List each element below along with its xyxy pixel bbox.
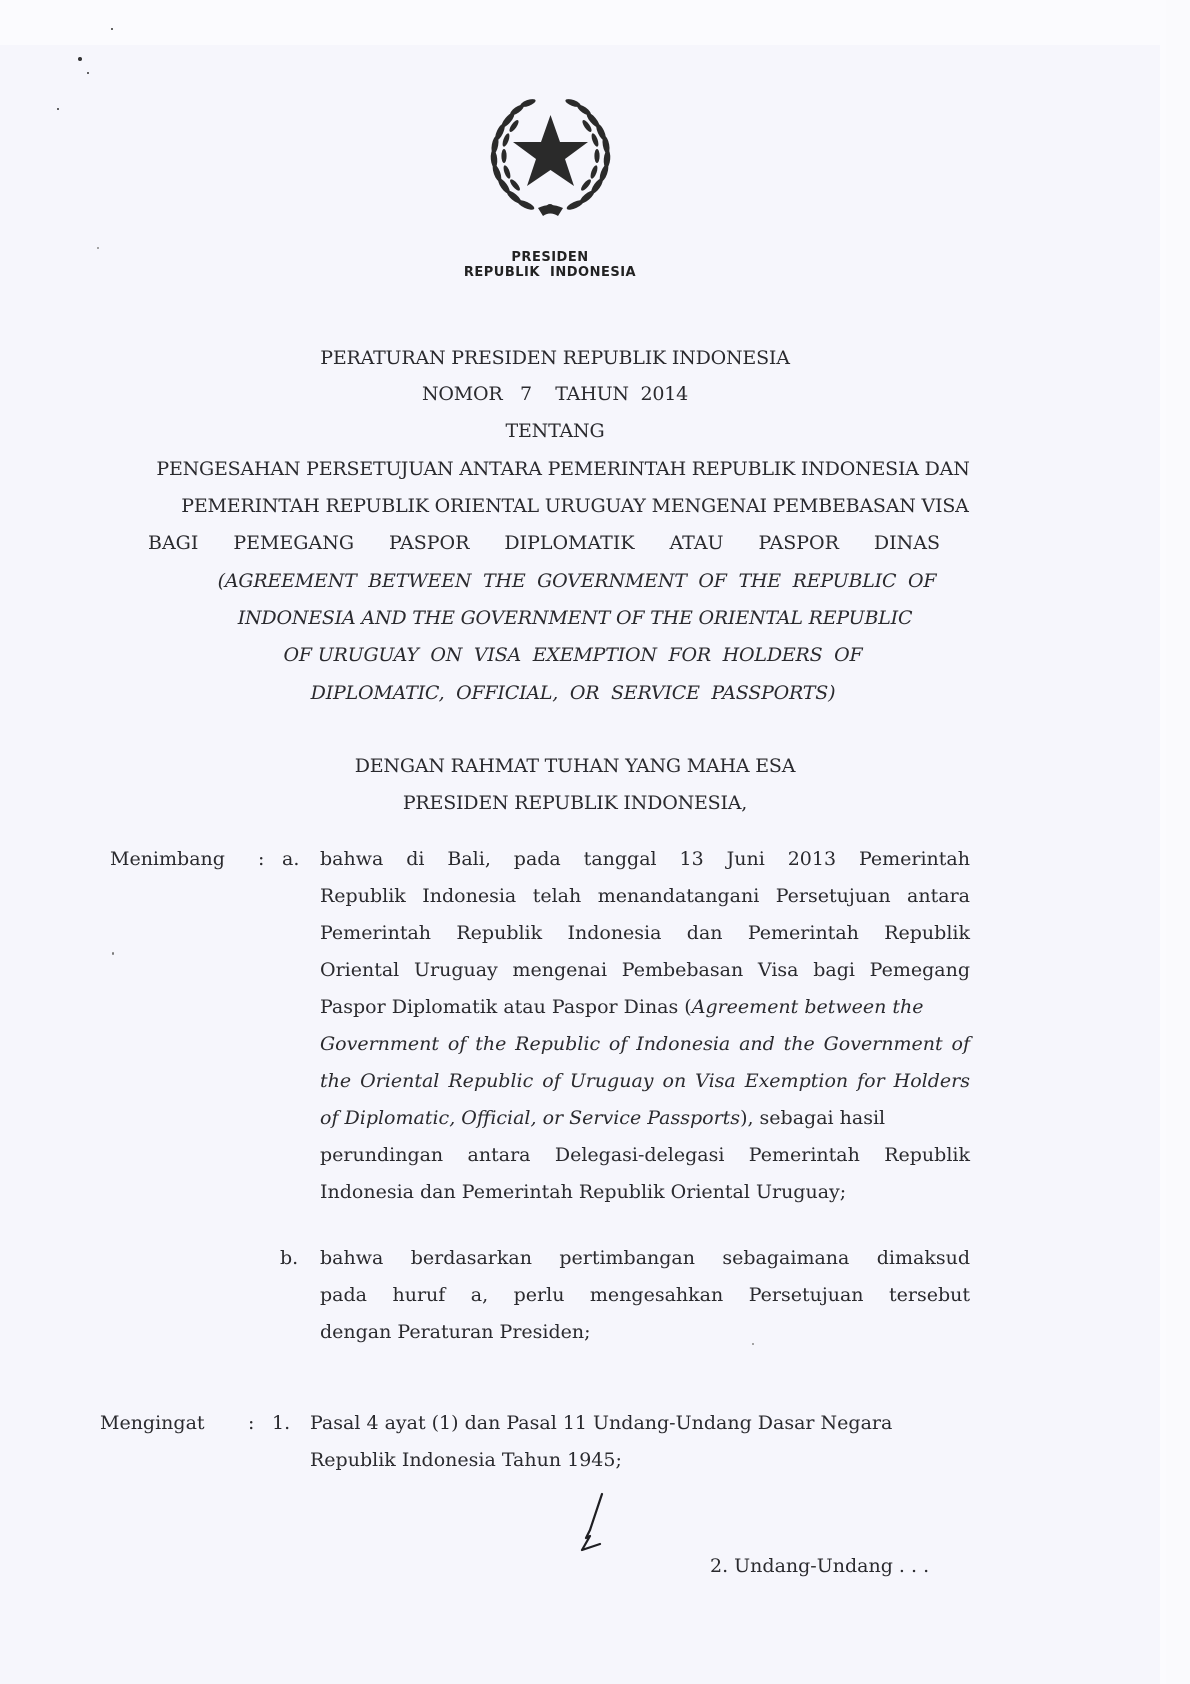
letterhead <box>400 250 700 280</box>
legal-basis-1-line-1: Pasal 4 ayat (1) dan Pasal 11 Undang-Undang Dasar Negara <box>310 1412 893 1434</box>
invocation: DENGAN RAHMAT TUHAN YANG MAHA ESA <box>354 755 796 777</box>
mengingat-colon: : <box>248 1412 255 1434</box>
scan-edge <box>1166 0 1190 1684</box>
scan-speck <box>57 108 59 110</box>
word: DINAS <box>873 532 940 554</box>
scan-speck <box>112 952 114 955</box>
scan-speck <box>87 72 89 74</box>
authority: PRESIDEN REPUBLIK INDONESIA, <box>402 792 748 814</box>
menimbang-colon: : <box>258 848 265 870</box>
mengingat-label: Mengingat <box>100 1412 205 1434</box>
italic-text: Agreement between the <box>691 996 924 1018</box>
word: PEMEGANG <box>233 532 354 554</box>
paraf-initial-icon <box>576 1492 616 1562</box>
plain-text: ), sebagai hasil <box>740 1107 886 1129</box>
menimbang-label: Menimbang <box>110 848 225 870</box>
regulation-title: PERATURAN PRESIDEN REPUBLIK INDONESIA <box>320 347 790 369</box>
italic-text: of Diplomatic, Official, or Service Passports <box>320 1107 741 1129</box>
english-title-line-1: (AGREEMENT BETWEEN THE GOVERNMENT OF THE REPUBLIC OF <box>217 570 937 592</box>
word: PASPOR <box>388 532 470 554</box>
scan-speck <box>111 28 113 30</box>
consideration-a-line-4: Oriental Uruguay mengenai Pembebasan Visa bagi Pemegang <box>320 959 970 981</box>
letterhead-line2: REPUBLIK INDONESIA <box>463 265 637 280</box>
scan-speck <box>78 57 82 61</box>
scan-speck <box>752 1343 754 1345</box>
consideration-a-line-6: Government of the Republic of Indonesia and the Government of <box>320 1033 970 1055</box>
consideration-a-line-3: Pemerintah Republik Indonesia dan Pemerintah Republik <box>320 922 970 944</box>
scan-speck <box>97 247 99 249</box>
consideration-a-line-8 <box>320 1107 970 1129</box>
consideration-a-line-7: the Oriental Republic of Uruguay on Visa Exemption for Holders <box>320 1070 970 1092</box>
word: ATAU <box>669 532 724 554</box>
about-heading: TENTANG <box>505 420 605 442</box>
item-marker-b: b. <box>280 1247 299 1269</box>
word: PASPOR <box>758 532 839 554</box>
consideration-a-line-1: bahwa di Bali, pada tanggal 13 Juni 2013 Pemerintah <box>320 848 970 870</box>
consideration-b-line-2: pada huruf a, perlu mengesahkan Persetujuan tersebut <box>320 1284 970 1306</box>
english-title-line-4: DIPLOMATIC, OFFICIAL, OR SERVICE PASSPORTS) <box>310 682 836 704</box>
consideration-a-line-9: perundingan antara Delegasi-delegasi Pemerintah Republik <box>320 1144 970 1166</box>
consideration-a-line-5 <box>320 996 970 1018</box>
item-marker-1: 1. <box>272 1412 291 1434</box>
presidential-seal-icon <box>478 80 623 225</box>
regulation-number: NOMOR 7 TAHUN 2014 <box>421 383 689 405</box>
consideration-b-line-1: bahwa berdasarkan pertimbangan sebagaimana dimaksud <box>320 1247 970 1269</box>
subject-line-1: PENGESAHAN PERSETUJUAN ANTARA PEMERINTAH REPUBLIK INDONESIA DAN <box>156 458 970 480</box>
consideration-a-line-2: Republik Indonesia telah menandatangani Persetujuan antara <box>320 885 970 907</box>
legal-basis-1-line-2: Republik Indonesia Tahun 1945; <box>310 1449 622 1471</box>
page-continuation: 2. Undang-Undang . . . <box>710 1555 930 1577</box>
subject-line-3 <box>148 532 940 554</box>
subject-line-2: PEMERINTAH REPUBLIK ORIENTAL URUGUAY MENGENAI PEMBEBASAN VISA <box>181 495 969 517</box>
english-title-line-2: INDONESIA AND THE GOVERNMENT OF THE ORIENTAL REPUBLIC <box>237 607 913 629</box>
word: DIPLOMATIK <box>504 532 635 554</box>
english-title-line-3: OF URUGUAY ON VISA EXEMPTION FOR HOLDERS OF <box>283 644 863 666</box>
word: BAGI <box>148 532 199 554</box>
item-marker-a: a. <box>282 848 300 870</box>
consideration-a-line-10: Indonesia dan Pemerintah Republik Oriental Uruguay; <box>320 1181 847 1203</box>
letterhead-line1: PRESIDEN <box>511 250 589 265</box>
plain-text: Paspor Diplomatik atau Paspor Dinas ( <box>320 996 692 1018</box>
consideration-b-line-3: dengan Peraturan Presiden; <box>320 1321 591 1343</box>
